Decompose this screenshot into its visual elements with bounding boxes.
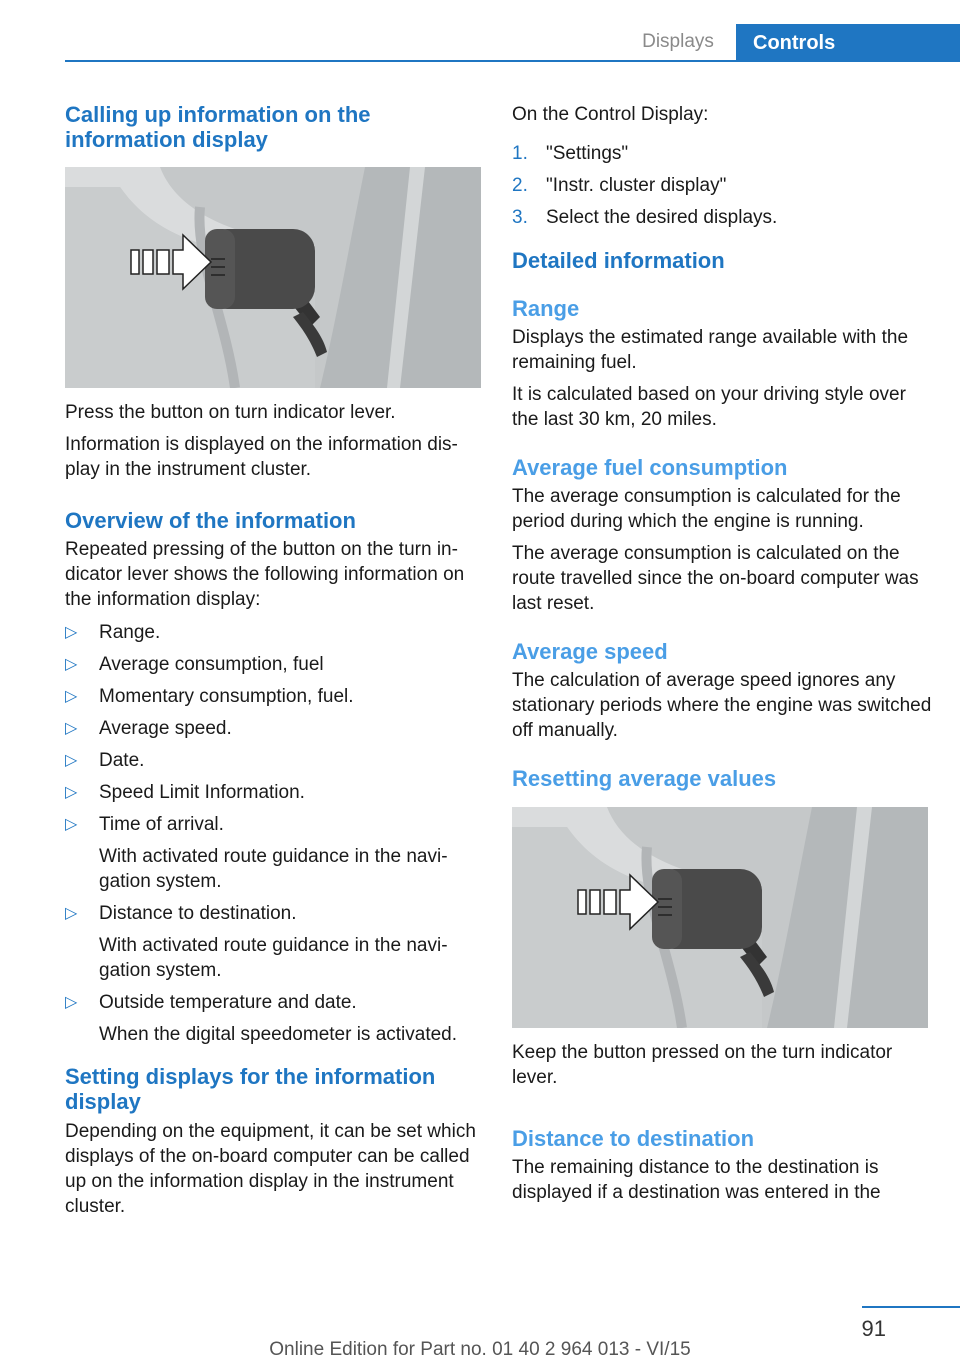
right-column	[512, 102, 932, 1205]
heading-detailed-information: Detailed information	[512, 248, 725, 273]
list-item-subtext: When the digital speedometer is activated.	[99, 1024, 458, 1045]
triangle-bullet-icon: ▷	[65, 752, 78, 769]
page-header	[0, 24, 960, 62]
distance-destination-text: The remaining distance to the destination is displayed if a destination was entered in the	[512, 1157, 881, 1203]
heading-average-fuel-consumption: Average fuel consumption	[512, 455, 788, 480]
list-item	[65, 990, 481, 1047]
footer-rule	[862, 1306, 960, 1308]
list-item	[65, 780, 481, 805]
left-column	[65, 102, 481, 1219]
list-item	[65, 652, 481, 677]
average-fuel-text-1: The average consumption is calculated for the period during which the engine is running.	[512, 486, 901, 532]
step-text: "Instr. cluster display"	[546, 175, 727, 196]
list-item-text: Range.	[99, 622, 161, 643]
control-display-text: On the Control Display:	[512, 104, 709, 125]
list-item	[65, 716, 481, 741]
heading-calling-up-information: Calling up information on the information display	[65, 102, 371, 152]
press-button-text: Press the button on turn indicator lever.	[65, 402, 396, 423]
list-item-text: Average speed.	[99, 718, 232, 739]
header-rule	[65, 60, 960, 62]
list-item	[65, 812, 481, 894]
information-list	[65, 620, 481, 1047]
list-item-text: Momentary consumption, fuel.	[99, 686, 354, 707]
list-item-text: Speed Limit Information.	[99, 782, 305, 803]
heading-setting-displays: Setting displays for the information display	[65, 1064, 436, 1114]
heading-resetting-average-values: Resetting average values	[512, 766, 777, 791]
list-item	[65, 901, 481, 983]
heading-distance-to-destination: Distance to destination	[512, 1126, 755, 1151]
list-item-text: Time of arrival.	[99, 814, 224, 835]
list-item	[65, 620, 481, 645]
step-number: 3.	[512, 207, 528, 228]
edition-footer: Online Edition for Part no. 01 40 2 964 013 - VI/15	[269, 1339, 691, 1360]
header-section-displays: Displays	[642, 31, 714, 52]
triangle-bullet-icon: ▷	[65, 720, 78, 737]
list-item-text: Average consumption, fuel	[99, 654, 324, 675]
repeated-pressing-text: Repeated pressing of the button on the turn in‐dicator lever shows the following information on the information display:	[65, 539, 465, 610]
step-number: 1.	[512, 143, 528, 164]
triangle-bullet-icon: ▷	[65, 994, 78, 1011]
header-chapter-controls: Controls	[736, 24, 960, 62]
triangle-bullet-icon: ▷	[65, 816, 78, 833]
heading-range: Range	[512, 296, 580, 321]
list-item	[65, 684, 481, 709]
step-number: 2.	[512, 175, 528, 196]
range-text-1: Displays the estimated range available with the remaining fuel.	[512, 327, 909, 373]
information-displayed-text: Information is displayed on the information dis‐play in the instrument cluster.	[65, 434, 458, 480]
depending-equipment-text: Depending on the equipment, it can be set which displays of the on-board computer can be called up on the information display in the instrument cluster.	[65, 1121, 476, 1217]
steps-list	[512, 141, 932, 230]
keep-button-pressed-text: Keep the button pressed on the turn indicator lever.	[512, 1042, 893, 1088]
triangle-bullet-icon: ▷	[65, 905, 78, 922]
list-item	[512, 141, 932, 166]
list-item	[512, 173, 932, 198]
heading-overview-of-information: Overview of the information	[65, 508, 356, 533]
list-item-text: Date.	[99, 750, 145, 771]
triangle-bullet-icon: ▷	[65, 656, 78, 673]
step-text: "Settings"	[546, 143, 629, 164]
turn-indicator-lever-illustration	[512, 807, 928, 1028]
step-text: Select the desired displays.	[546, 207, 778, 228]
reset-lever-figure	[512, 807, 928, 1028]
turn-indicator-lever-illustration	[65, 167, 481, 388]
triangle-bullet-icon: ▷	[65, 688, 78, 705]
turn-indicator-lever-figure	[65, 167, 481, 388]
list-item-text: Outside temperature and date.	[99, 992, 357, 1013]
list-item-subtext: With activated route guidance in the navi‐gation system.	[99, 935, 448, 981]
average-fuel-text-2: The average consumption is calculated on the route travelled since the on-board computer was last reset.	[512, 543, 919, 614]
average-speed-text: The calculation of average speed ignores any stationary periods where the engine was switched off manually.	[512, 670, 932, 741]
list-item	[512, 205, 932, 230]
range-text-2: It is calculated based on your driving style over the last 30 km, 20 miles.	[512, 384, 906, 430]
list-item-subtext: With activated route guidance in the navi‐gation system.	[99, 846, 448, 892]
triangle-bullet-icon: ▷	[65, 624, 78, 641]
heading-average-speed: Average speed	[512, 639, 668, 664]
list-item	[65, 748, 481, 773]
page-number: 91	[861, 1316, 886, 1341]
list-item-text: Distance to destination.	[99, 903, 297, 924]
triangle-bullet-icon: ▷	[65, 784, 78, 801]
